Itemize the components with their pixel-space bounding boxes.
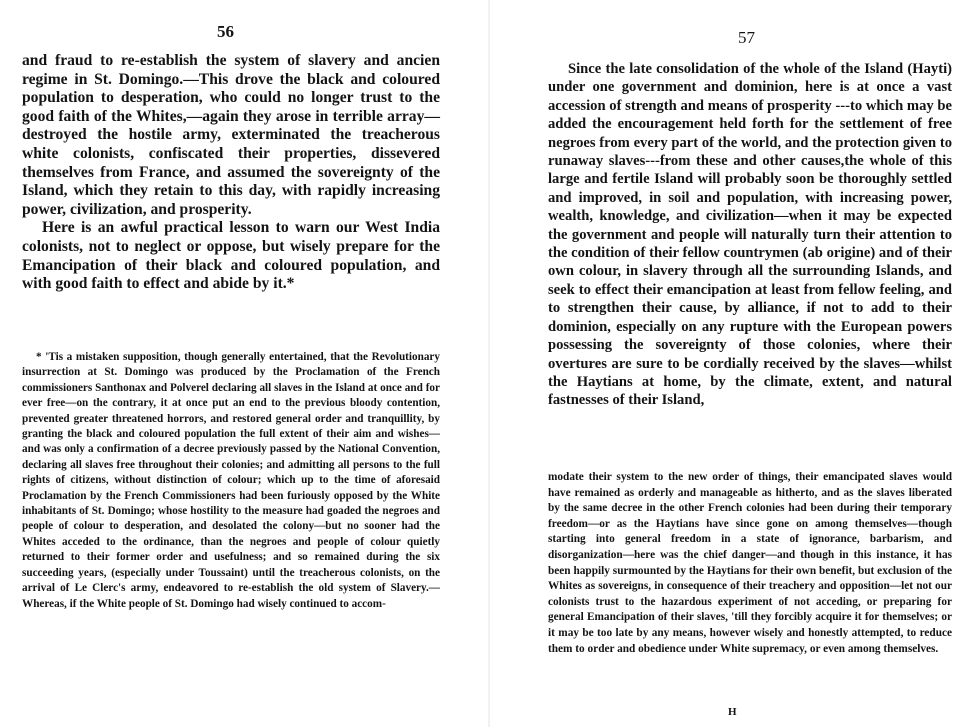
right-paragraph-1: Since the late consolidation of the whole of the Island (Hayti) under one government and dominion, here is at once a vast accession of strength and means of prosperity ---to which may be added the encouragement held forth for the settlement of free negroes from every part of the world, and the protection given to runaway slaves---from these and other causes,the whole of this large and fertile Island will probably soon be thoroughly settled and improved, in soil and population, with increasing power, wealth, knowledge, and civilization—when it may be expected the government and people will naturally turn their attention to the condition of their fellow countrymen (ab origine) and of their own colour, in slavery through all the surrounding Islands, and seek to effect their emancipation at least from fellow feeling, and to strengthen their cause, by alliance, if not to add to their dominion, especially on any rupture with the European powers possessing the sovereignty of those colonies, where their overtures are sure to be cordially received by the slaves—whilst the Haytians at home, by the climate, extent, and natural fastnesses of their Island, (548, 61, 952, 409)
left-page (22, 0, 440, 727)
signature-mark: H (728, 706, 737, 718)
left-footnote-text: * 'Tis a mistaken supposition, though generally entertained, that the Revolutionary insurrection at St. Domingo was produced by the Proclamation of the French commissioners Santhonax and Polverel declaring all slaves in the Island at once and for ever free—on the contrary, it at once put an end to the previous bloody contention, prevented greater threatened horrors, and restored general order and tranquillity, by granting the black and coloured population the full extent of their aim and wishes—and was only a confirmation of a decree previously passed by the National Convention, declaring all slaves free throughout their colonies; and admitting all persons to the full rights of citizens, without distinction of colour; which up to the time of aforesaid Proclamation by the French Commissioners had been furiously opposed by the White inhabitants of St. Domingo; whose hostility to the measure had goaded the negroes and people of colour to desperation, and desolated the colony—but no sooner had the Whites acceded to the ordinance, than the negroes and people of colour quietly returned to their former order and usefulness; and so remained during the six succeeding years, (especially under Toussaint) until the treacherous colonists, on the arrival of Le Clerc's army, endeavored to re-establish the old system of Slavery.—Whereas, if the White people of St. Domingo had wisely continued to accom- (22, 351, 440, 610)
page-gutter (488, 0, 490, 727)
right-footnote (548, 470, 952, 657)
right-body-text (548, 60, 952, 410)
left-paragraph-2: Here is an awful practical lesson to warn our West India colonists, not to neglect or oppose, but wisely prepare for the Emancipation of their black and coloured population, and with good faith to effect and abide by it.* (22, 219, 440, 293)
page-number-right: 57 (738, 28, 755, 47)
left-body-text (22, 52, 440, 294)
left-footnote (22, 350, 440, 612)
left-paragraph-1: and fraud to re-establish the system of slavery and ancien regime in St. Domingo.—This drove the black and coloured population to desperation, who could no longer trust to the good faith of the Whites,—again they arose in terrible array—destroyed the hostile army, exterminated the treacherous white colonists, confiscated their properties, dissevered themselves from France, and assumed the sovereignty of the Island, which they retain to this day, with rapidly increasing power, civilization, and prosperity. (22, 52, 440, 218)
page-number-left: 56 (217, 22, 234, 41)
right-page (548, 0, 952, 727)
right-footnote-text: modate their system to the new order of things, their emancipated slaves would have remained as orderly and manageable as hitherto, and as the slaves liberated by the same decree in the other French colonies had been during their temporary freedom—or as the Haytians have since gone on among themselves—though starting into general freedom in a state of ignorance, barbarism, and disorganization—here was the chief danger—and though in this instance, it has been happily surmounted by the Haytians for their own benefit, but exclusion of the Whites as sovereigns, in consequence of their treachery and opposition—let not our colonists trust to the hazardous experiment of not acceding, or preparing for general Emancipation of their slaves, 'till they forcibly acquire it for themselves; or it may be too late by any means, however wisely and honestly attempted, to reduce them to order and obedience under White supremacy, or even among themselves. (548, 471, 952, 655)
